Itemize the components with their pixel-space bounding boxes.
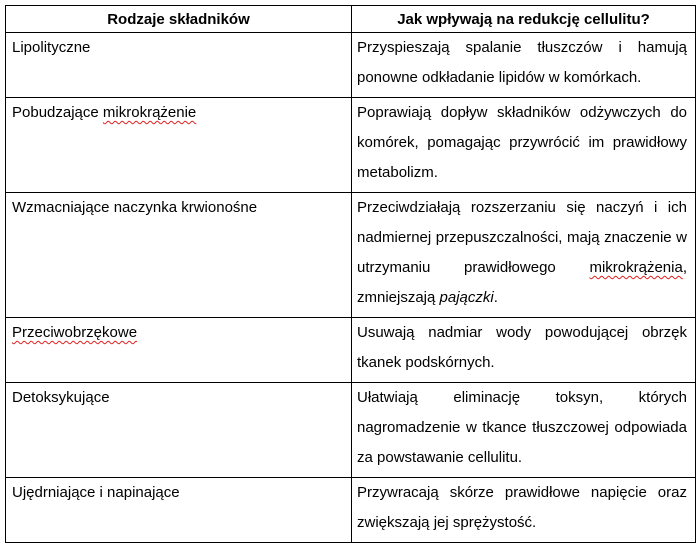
table-body: [6, 33, 696, 543]
table-row: [6, 318, 696, 383]
effect-description-cell: Przywracają skórze prawidłowe napięcie oraz zwiększają jej sprężystość.: [352, 478, 696, 543]
effect-description-cell: Przyspieszają spalanie tłuszczów i hamują ponowne odkładanie lipidów w komórkach.: [352, 33, 696, 98]
table-row: [6, 193, 696, 318]
ingredient-type-cell: [6, 98, 352, 193]
effect-text: .: [493, 289, 498, 306]
table-header: [6, 6, 696, 33]
table-row: [6, 33, 696, 98]
header-ingredient-types: Rodzaje składników: [6, 6, 352, 33]
ingredient-type-cell: [6, 318, 352, 383]
italic-term: pajączki: [439, 289, 494, 306]
effect-description-cell: Poprawiają dopływ składników odżywczych do komórek, pomagając przywrócić im prawidłowy metabolizm.: [352, 98, 696, 193]
ingredient-type-cell: Ujędrniające i napinające: [6, 478, 352, 543]
ingredient-type-cell: Wzmacniające naczynka krwionośne: [6, 193, 352, 318]
spellcheck-flagged-word: mikrokrążenie: [102, 104, 197, 121]
effect-text: Przeciwdziałają rozszerzaniu się naczyń i ich nadmiernej przepuszczalności, mają znaczenie w utrzymaniu prawidłowego: [357, 199, 687, 276]
ingredients-table: [5, 5, 696, 543]
ingredient-type-cell: Lipolityczne: [6, 33, 352, 98]
spellcheck-flagged-word: mikrokrążenia: [589, 259, 683, 276]
table-row: [6, 383, 696, 478]
spellcheck-flagged-word: Przeciwobrzękowe: [12, 324, 138, 341]
header-cellulite-effect: Jak wpływają na redukcję cellulitu?: [352, 6, 696, 33]
ingredient-type-cell: Detoksykujące: [6, 383, 352, 478]
effect-description-cell: Usuwają nadmiar wody powodującej obrzęk tkanek podskórnych.: [352, 318, 696, 383]
header-row: [6, 6, 696, 33]
table-row: [6, 98, 696, 193]
table-row: [6, 478, 696, 543]
type-text: Pobudzające: [12, 104, 103, 121]
effect-description-cell: Ułatwiają eliminację toksyn, których nagromadzenie w tkance tłuszczowej odpowiada za powstawanie cellulitu.: [352, 383, 696, 478]
effect-text: , zmniejszają: [357, 259, 687, 306]
effect-description-cell: [352, 193, 696, 318]
